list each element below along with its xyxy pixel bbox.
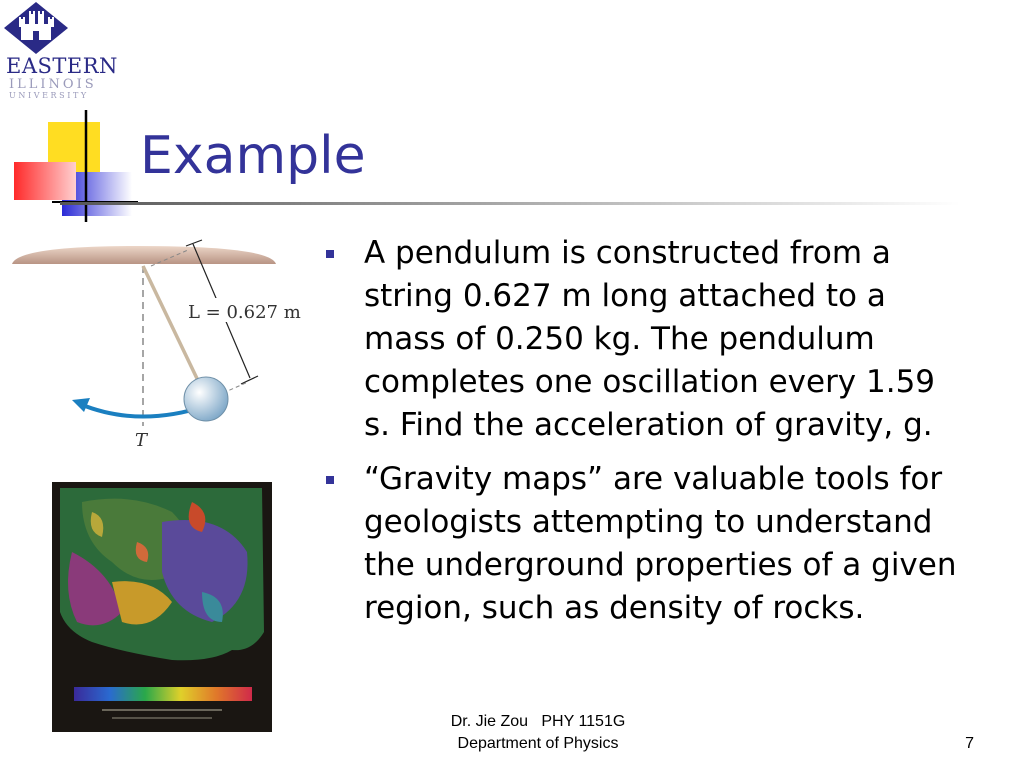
footer-author-course: Dr. Jie Zou PHY 1151G [450,713,626,730]
bullet-text: “Gravity maps” are valuable tools for geologists attempting to understand the underground properties of a given region, such as density of rocks. [364,461,957,626]
logo-text-university: UNIVERSITY [9,91,89,100]
bullet-item [326,232,976,447]
logo-text-illinois: ILLINOIS [9,77,97,92]
title-decoration [10,110,140,225]
bullet-square-icon [326,250,334,258]
pendulum-string [143,266,203,391]
gravity-map-image [52,482,272,732]
castle-diamond-icon [0,0,110,60]
logo-text-eastern: EASTERN [6,54,118,78]
footer [388,711,688,755]
pendulum-bob [184,377,228,421]
length-label: L = 0.627 m [188,302,301,323]
period-label: T [135,430,148,451]
page-number: 7 [965,735,974,752]
bullet-item [326,458,976,630]
university-logo [0,0,118,105]
color-scale-bar [74,687,252,701]
bullet-square-icon [326,476,334,484]
bullet-text: A pendulum is constructed from a string 0.627 m long attached to a mass of 0.250 kg. The pendulum completes one oscillation every 1.59 s. Find the acceleration of gravity, g. [364,235,936,443]
slide-title: Example [140,126,366,186]
ceiling-support [12,246,276,264]
title-underline [60,202,960,205]
bullet-list [326,232,976,641]
footer-department: Department of Physics [457,735,619,752]
pendulum-diagram [8,236,308,451]
